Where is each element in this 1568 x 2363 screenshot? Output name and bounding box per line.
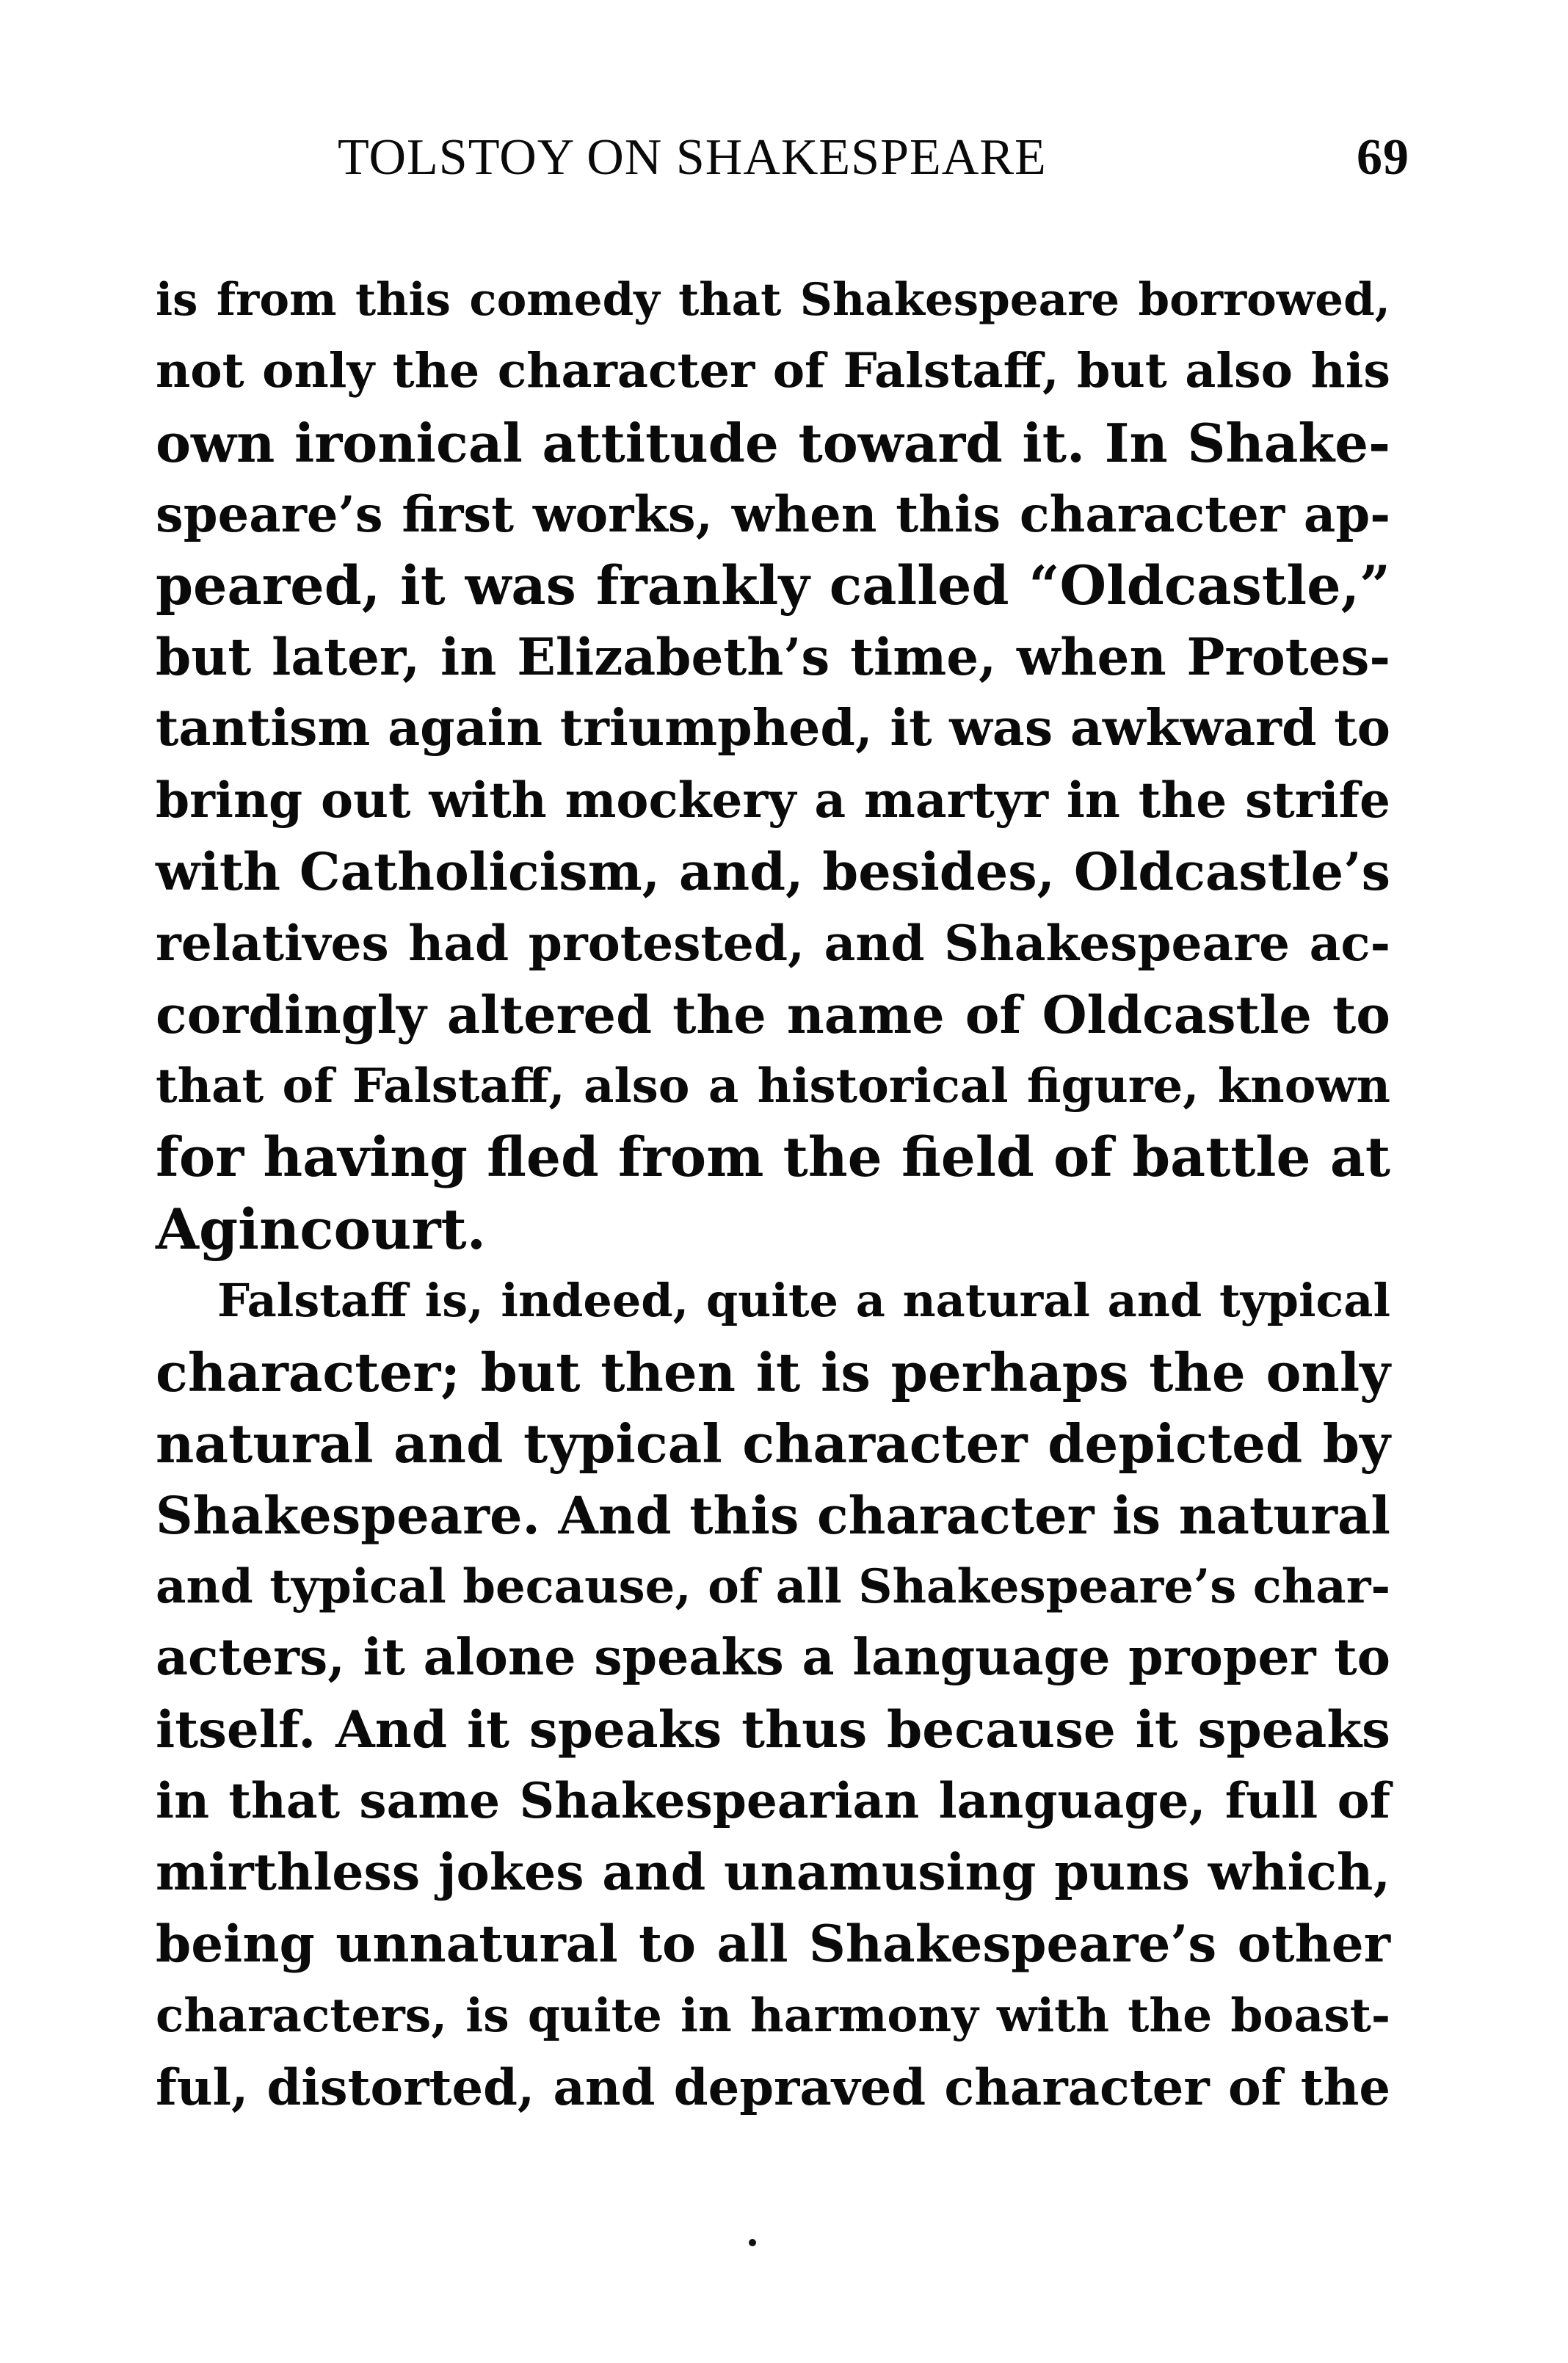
text-line: in that same Shakespearian language, full of	[156, 1772, 1390, 1830]
text-line: relatives had protested, and Shakespeare ac-	[156, 914, 1390, 972]
text-line: acters, it alone speaks a language proper to	[156, 1628, 1390, 1688]
text-line: that of Falstaff, also a historical figure, known	[156, 1059, 1390, 1114]
paragraph-1	[156, 264, 1390, 1265]
text-line: bring out with mockery a martyr in the strife	[156, 771, 1390, 829]
text-line: not only the character of Falstaff, but also his	[156, 343, 1390, 399]
running-title: TOLSTOY ON SHAKESPEARE	[338, 129, 1047, 186]
text-line: cordingly altered the name of Oldcastle to	[156, 984, 1390, 1045]
text-line: own ironical attitude toward it. In Shake-	[156, 411, 1390, 474]
text-line: itself. And it speaks thus because it speaks	[156, 1699, 1390, 1760]
text-line: being unnatural to all Shakespeare’s other	[156, 1914, 1390, 1974]
running-header	[338, 117, 1409, 198]
text-line: ful, distorted, and depraved character of the	[156, 2058, 1390, 2116]
text-line: speare’s first works, when this character ap-	[156, 485, 1390, 544]
text-line: tantism again triumphed, it was awkward to	[156, 699, 1390, 758]
text-line: characters, is quite in harmony with the boast-	[156, 1988, 1390, 2043]
print-speck	[749, 2239, 756, 2246]
text-line: natural and typical character depicted by	[156, 1412, 1390, 1475]
page-number: 69	[1357, 129, 1409, 186]
body-text	[156, 264, 1390, 2123]
text-line: is from this comedy that Shakespeare borrowed,	[156, 274, 1390, 326]
text-line: for having fled from the field of battle at	[156, 1125, 1390, 1189]
text-line: character; but then it is perhaps the only	[156, 1340, 1390, 1404]
text-line: Falstaff is, indeed, quite a natural and typical	[217, 1274, 1390, 1328]
text-line: with Catholicism, and, besides, Oldcastle’s	[156, 841, 1390, 903]
text-line: mirthless jokes and unamusing puns which,	[156, 1843, 1390, 1902]
text-line: peared, it was frankly called “Oldcastle,”	[156, 553, 1390, 617]
text-line: Agincourt.	[156, 1197, 487, 1263]
text-line: and typical because, of all Shakespeare’s char-	[156, 1559, 1390, 1615]
text-line: but later, in Elizabeth’s time, when Protes-	[156, 627, 1390, 687]
paragraph-2	[156, 1265, 1390, 2123]
text-line: Shakespeare. And this character is natural	[156, 1484, 1390, 1546]
